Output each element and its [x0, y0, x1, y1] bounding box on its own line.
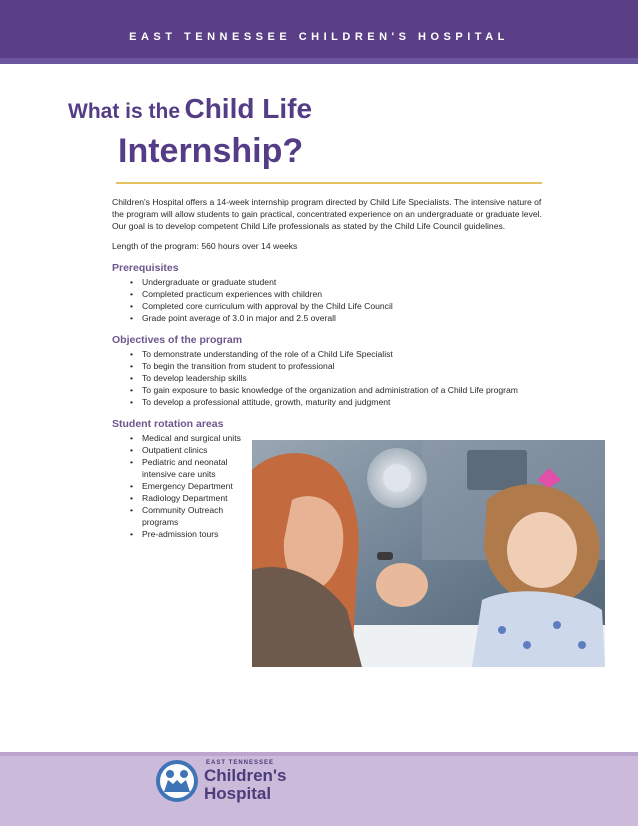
title-part-1: What is the: [68, 100, 181, 123]
list-item: • Completed core curriculum with approval by the Child Life Council: [130, 300, 552, 312]
list-item: • Pre-admission tours: [130, 528, 260, 540]
list-item: • Community Outreach programs: [130, 504, 260, 528]
intro-paragraph: Children's Hospital offers a 14-week internship program directed by Child Life Specialists. The intensive nature of the program will allow students to gain practical, concentrated experience on an undergraduate or graduate level. Our goal is to develop competent Child Life professionals as stated by the Child Life Council guidelines.: [112, 197, 542, 231]
list-item: • Grade point average of 3.0 in major and 2.5 overall: [130, 312, 552, 324]
list-item: • Outpatient clinics: [130, 444, 260, 456]
list-item: • To begin the transition from student to professional: [130, 360, 552, 372]
logo-emblem-icon: [154, 758, 200, 804]
title-line-1: [68, 93, 312, 125]
list-item: • Pediatric and neonatal intensive care units: [130, 456, 260, 480]
title-part-3: Internship?: [118, 132, 304, 170]
photo-illustration: [252, 440, 605, 667]
list-item: • To demonstrate understanding of the role of a Child Life Specialist: [130, 348, 552, 360]
list-item: • Medical and surgical units: [130, 432, 260, 444]
prerequisites-heading: Prerequisites: [112, 262, 179, 274]
list-item: • Undergraduate or graduate student: [130, 276, 552, 288]
list-item: • Emergency Department: [130, 480, 260, 492]
logo-small-text: EAST TENNESSEE: [206, 760, 275, 766]
list-item: • Radiology Department: [130, 492, 260, 504]
logo-name-line-2: Hospital: [204, 784, 272, 803]
length-paragraph: Length of the program: 560 hours over 14 weeks: [112, 241, 298, 251]
objectives-list: [130, 348, 552, 408]
child-life-specialist-photo: [252, 440, 605, 667]
hospital-name-header: EAST TENNESSEE CHILDREN'S HOSPITAL: [129, 31, 509, 43]
objectives-heading: Objectives of the program: [112, 334, 243, 346]
title-part-2: Child Life: [184, 93, 313, 124]
rotation-heading: Student rotation areas: [112, 418, 224, 430]
list-item: • To develop leadership skills: [130, 372, 552, 384]
list-item: • To develop a professional attitude, growth, maturity and judgment: [130, 396, 552, 408]
list-item: • Completed practicum experiences with children: [130, 288, 552, 300]
prerequisites-list: [130, 276, 552, 324]
header-rule: [0, 58, 638, 64]
title-divider: [116, 182, 542, 184]
hospital-logo: [154, 756, 334, 812]
list-item: • To gain exposure to basic knowledge of the organization and administration of a Child Life program: [130, 384, 552, 396]
logo-name-line-1: Children's: [204, 766, 287, 785]
